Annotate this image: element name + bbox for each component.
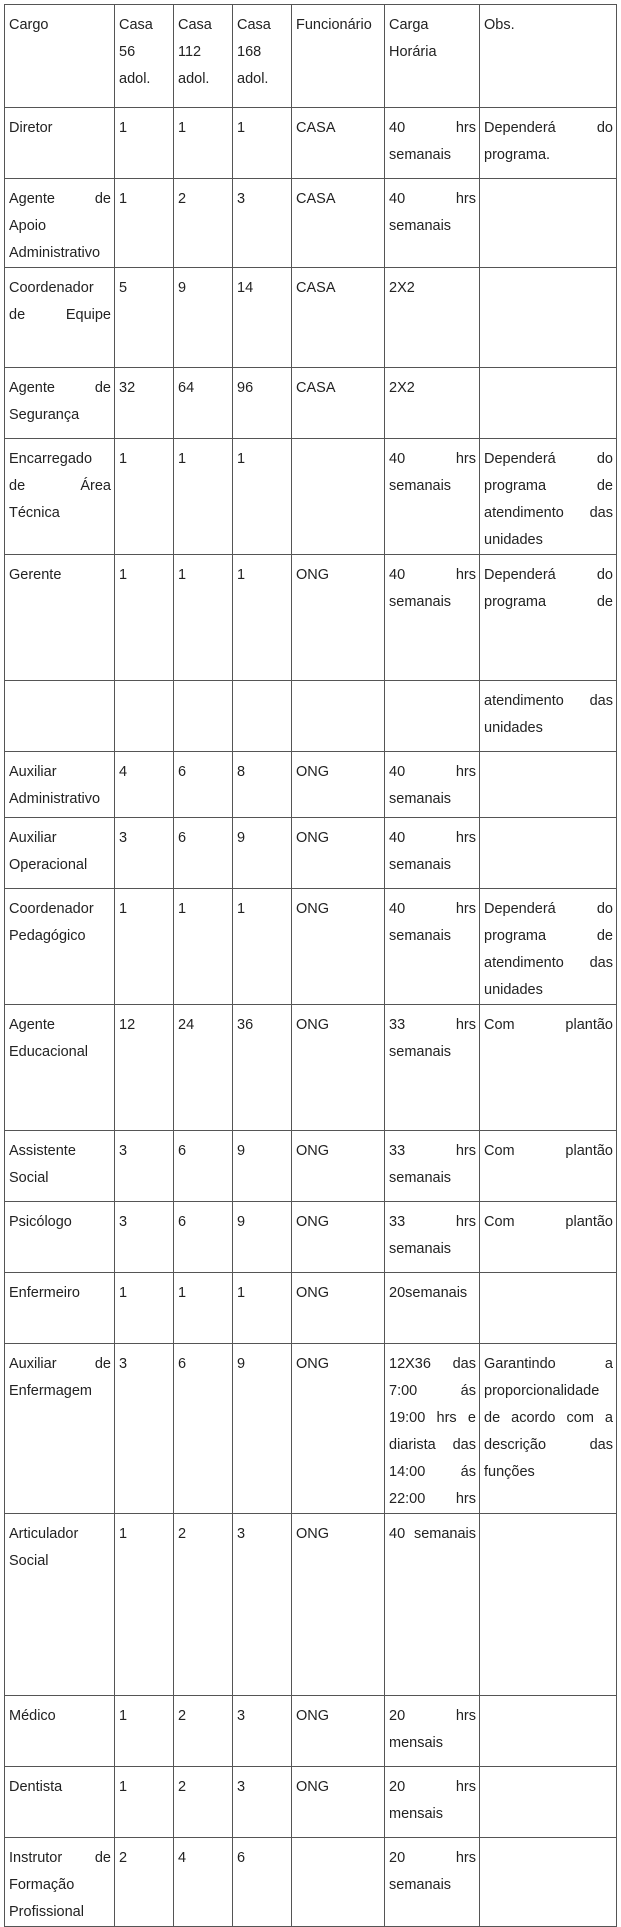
table-row bbox=[5, 1273, 617, 1344]
casa112-cell: 24 bbox=[174, 1005, 233, 1131]
obs-cell: Dependerá do programa de atendimento das unidades bbox=[480, 889, 617, 1005]
cargo-cell: Diretor bbox=[5, 108, 115, 179]
casa112-cell: 1 bbox=[174, 439, 233, 555]
cargo-cell: Agente de Apoio Administrativo bbox=[5, 179, 115, 268]
cargo-cell: Assistente Social bbox=[5, 1131, 115, 1202]
funcionario-cell: ONG bbox=[292, 555, 385, 681]
table-row bbox=[5, 439, 617, 555]
casa168-cell: 3 bbox=[233, 1514, 292, 1696]
cargo-cell: Coordenador de Equipe bbox=[5, 268, 115, 368]
cargo-cell bbox=[5, 681, 115, 752]
carga-horaria-cell: 2X2 bbox=[385, 368, 480, 439]
table-row bbox=[5, 1005, 617, 1131]
casa112-cell: 1 bbox=[174, 108, 233, 179]
table-row bbox=[5, 368, 617, 439]
casa168-cell: 1 bbox=[233, 439, 292, 555]
carga-horaria-cell: 33 hrs semanais bbox=[385, 1131, 480, 1202]
header-casa112: Casa 112 adol. bbox=[174, 5, 233, 108]
casa56-cell: 3 bbox=[115, 818, 174, 889]
obs-cell bbox=[480, 1767, 617, 1838]
carga-horaria-cell: 40 hrs semanais bbox=[385, 439, 480, 555]
casa112-cell: 2 bbox=[174, 1767, 233, 1838]
cargo-cell: Coordenador Pedagógico bbox=[5, 889, 115, 1005]
table-row bbox=[5, 555, 617, 681]
cargo-cell: Enfermeiro bbox=[5, 1273, 115, 1344]
casa168-cell: 9 bbox=[233, 1344, 292, 1514]
casa168-cell: 14 bbox=[233, 268, 292, 368]
header-casa56: Casa 56 adol. bbox=[115, 5, 174, 108]
funcionario-cell: ONG bbox=[292, 1131, 385, 1202]
casa56-cell: 3 bbox=[115, 1131, 174, 1202]
funcionario-cell: CASA bbox=[292, 179, 385, 268]
casa112-cell: 2 bbox=[174, 179, 233, 268]
carga-horaria-cell: 20 hrs mensais bbox=[385, 1767, 480, 1838]
casa56-cell: 1 bbox=[115, 1767, 174, 1838]
casa56-cell: 3 bbox=[115, 1344, 174, 1514]
casa56-cell: 1 bbox=[115, 108, 174, 179]
casa56-cell: 1 bbox=[115, 889, 174, 1005]
obs-cell bbox=[480, 752, 617, 818]
header-obs: Obs. bbox=[480, 5, 617, 108]
funcionario-cell: ONG bbox=[292, 1514, 385, 1696]
cargo-cell: Auxiliar Operacional bbox=[5, 818, 115, 889]
funcionario-cell: CASA bbox=[292, 268, 385, 368]
cargo-cell: Dentista bbox=[5, 1767, 115, 1838]
casa56-cell: 12 bbox=[115, 1005, 174, 1131]
obs-cell bbox=[480, 1838, 617, 1927]
casa112-cell: 6 bbox=[174, 1344, 233, 1514]
header-cargo: Cargo bbox=[5, 5, 115, 108]
obs-cell: Com plantão bbox=[480, 1131, 617, 1202]
funcionario-cell: ONG bbox=[292, 752, 385, 818]
obs-cell: Garantindo a proporcionalidade de acordo com a descrição das funções bbox=[480, 1344, 617, 1514]
obs-cell bbox=[480, 1273, 617, 1344]
obs-cell: Com plantão bbox=[480, 1005, 617, 1131]
carga-horaria-cell: 40 hrs semanais bbox=[385, 108, 480, 179]
casa56-cell: 1 bbox=[115, 179, 174, 268]
funcionario-cell: CASA bbox=[292, 108, 385, 179]
obs-cell: Dependerá do programa. bbox=[480, 108, 617, 179]
casa168-cell: 3 bbox=[233, 1767, 292, 1838]
cargo-cell: Auxiliar de Enfermagem bbox=[5, 1344, 115, 1514]
casa112-cell: 4 bbox=[174, 1838, 233, 1927]
casa112-cell: 1 bbox=[174, 1273, 233, 1344]
casa56-cell: 1 bbox=[115, 439, 174, 555]
casa112-cell: 6 bbox=[174, 1131, 233, 1202]
casa168-cell: 9 bbox=[233, 1131, 292, 1202]
casa56-cell: 5 bbox=[115, 268, 174, 368]
casa168-cell: 1 bbox=[233, 1273, 292, 1344]
table-row bbox=[5, 108, 617, 179]
cargo-cell: Médico bbox=[5, 1696, 115, 1767]
carga-horaria-cell: 2X2 bbox=[385, 268, 480, 368]
casa112-cell: 6 bbox=[174, 752, 233, 818]
funcionario-cell: ONG bbox=[292, 889, 385, 1005]
table-row bbox=[5, 681, 617, 752]
carga-horaria-cell bbox=[385, 681, 480, 752]
header-row bbox=[5, 5, 617, 108]
funcionario-cell: ONG bbox=[292, 1696, 385, 1767]
carga-horaria-cell: 20semanais bbox=[385, 1273, 480, 1344]
obs-cell bbox=[480, 179, 617, 268]
table-row bbox=[5, 1696, 617, 1767]
cargo-cell: Articulador Social bbox=[5, 1514, 115, 1696]
cargo-cell: Auxiliar Administrativo bbox=[5, 752, 115, 818]
casa56-cell: 4 bbox=[115, 752, 174, 818]
table-row bbox=[5, 1202, 617, 1273]
casa112-cell: 64 bbox=[174, 368, 233, 439]
casa112-cell: 1 bbox=[174, 555, 233, 681]
table-row bbox=[5, 1131, 617, 1202]
casa168-cell: 6 bbox=[233, 1838, 292, 1927]
carga-horaria-cell: 40 semanais bbox=[385, 1514, 480, 1696]
casa56-cell: 32 bbox=[115, 368, 174, 439]
funcionario-cell: ONG bbox=[292, 1767, 385, 1838]
casa112-cell: 1 bbox=[174, 889, 233, 1005]
header-carga-horaria: Carga Horária bbox=[385, 5, 480, 108]
carga-horaria-cell: 40 hrs semanais bbox=[385, 889, 480, 1005]
table-row bbox=[5, 889, 617, 1005]
carga-horaria-cell: 40 hrs semanais bbox=[385, 179, 480, 268]
casa168-cell bbox=[233, 681, 292, 752]
casa168-cell: 8 bbox=[233, 752, 292, 818]
casa168-cell: 1 bbox=[233, 889, 292, 1005]
header-funcionario: Funcionário bbox=[292, 5, 385, 108]
casa168-cell: 1 bbox=[233, 108, 292, 179]
casa56-cell: 1 bbox=[115, 1696, 174, 1767]
casa56-cell bbox=[115, 681, 174, 752]
carga-horaria-cell: 40 hrs semanais bbox=[385, 555, 480, 681]
casa168-cell: 3 bbox=[233, 179, 292, 268]
obs-cell: atendimento das unidades bbox=[480, 681, 617, 752]
obs-cell bbox=[480, 1696, 617, 1767]
funcionario-cell: ONG bbox=[292, 1005, 385, 1131]
carga-horaria-cell: 40 hrs semanais bbox=[385, 752, 480, 818]
cargo-cell: Gerente bbox=[5, 555, 115, 681]
casa112-cell: 6 bbox=[174, 818, 233, 889]
obs-cell bbox=[480, 268, 617, 368]
funcionario-cell: ONG bbox=[292, 1202, 385, 1273]
table-row bbox=[5, 1514, 617, 1696]
casa112-cell: 6 bbox=[174, 1202, 233, 1273]
obs-cell: Dependerá do programa de atendimento das unidades bbox=[480, 439, 617, 555]
carga-horaria-cell: 33 hrs semanais bbox=[385, 1005, 480, 1131]
cargo-cell: Psicólogo bbox=[5, 1202, 115, 1273]
obs-cell bbox=[480, 818, 617, 889]
casa168-cell: 3 bbox=[233, 1696, 292, 1767]
carga-horaria-cell: 12X36 das 7:00 ás 19:00 hrs e diarista das 14:00 ás 22:00 hrs bbox=[385, 1344, 480, 1514]
funcionario-cell: ONG bbox=[292, 818, 385, 889]
casa168-cell: 1 bbox=[233, 555, 292, 681]
staffing-table bbox=[4, 4, 617, 1927]
casa56-cell: 3 bbox=[115, 1202, 174, 1273]
funcionario-cell bbox=[292, 1838, 385, 1927]
carga-horaria-cell: 20 hrs semanais bbox=[385, 1838, 480, 1927]
funcionario-cell bbox=[292, 439, 385, 555]
cargo-cell: Encarregado de Área Técnica bbox=[5, 439, 115, 555]
cargo-cell: Agente Educacional bbox=[5, 1005, 115, 1131]
casa112-cell: 9 bbox=[174, 268, 233, 368]
casa112-cell: 2 bbox=[174, 1514, 233, 1696]
casa168-cell: 9 bbox=[233, 1202, 292, 1273]
table-row bbox=[5, 268, 617, 368]
header-casa168: Casa 168 adol. bbox=[233, 5, 292, 108]
obs-cell: Com plantão bbox=[480, 1202, 617, 1273]
table-row bbox=[5, 818, 617, 889]
funcionario-cell bbox=[292, 681, 385, 752]
carga-horaria-cell: 40 hrs semanais bbox=[385, 818, 480, 889]
table-row bbox=[5, 1767, 617, 1838]
cargo-cell: Agente de Segurança bbox=[5, 368, 115, 439]
carga-horaria-cell: 20 hrs mensais bbox=[385, 1696, 480, 1767]
table-row bbox=[5, 179, 617, 268]
table-row bbox=[5, 752, 617, 818]
obs-cell bbox=[480, 1514, 617, 1696]
casa56-cell: 2 bbox=[115, 1838, 174, 1927]
funcionario-cell: ONG bbox=[292, 1273, 385, 1344]
casa112-cell: 2 bbox=[174, 1696, 233, 1767]
table-row bbox=[5, 1344, 617, 1514]
casa168-cell: 9 bbox=[233, 818, 292, 889]
funcionario-cell: ONG bbox=[292, 1344, 385, 1514]
cargo-cell: Instrutor de Formação Profissional bbox=[5, 1838, 115, 1927]
casa56-cell: 1 bbox=[115, 1273, 174, 1344]
casa168-cell: 36 bbox=[233, 1005, 292, 1131]
funcionario-cell: CASA bbox=[292, 368, 385, 439]
table-row bbox=[5, 1838, 617, 1927]
obs-cell bbox=[480, 368, 617, 439]
casa112-cell bbox=[174, 681, 233, 752]
carga-horaria-cell: 33 hrs semanais bbox=[385, 1202, 480, 1273]
casa56-cell: 1 bbox=[115, 1514, 174, 1696]
casa56-cell: 1 bbox=[115, 555, 174, 681]
casa168-cell: 96 bbox=[233, 368, 292, 439]
obs-cell: Dependerá do programa de bbox=[480, 555, 617, 681]
